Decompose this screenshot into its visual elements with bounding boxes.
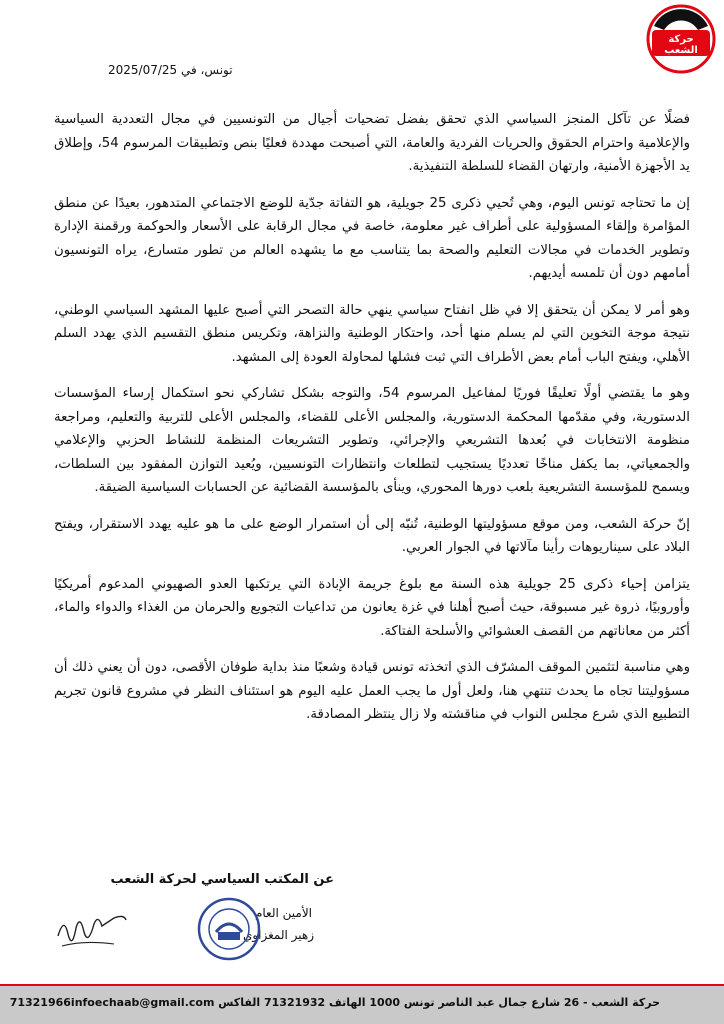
- paragraph-3: وهو أمر لا يمكن أن يتحقق إلا في ظل انفتاح سياسي ينهي حالة التصحر التي أصبح عليها المشهد السياسي الوطني، نتيجة موجة التخوين التي لم يسلم منها أحد، واحتكار الوطنية والنزاهة، وتكريس منطق التقسيم الذي يهدد السلم الأهلي، ويفتح الباب أمام بعض الأطراف التي ثبت فشلها لمحاولة العودة إلى المشهد.: [54, 302, 690, 365]
- handwritten-signature: [54, 906, 130, 956]
- paragraph-1: فضلًا عن تآكل المنجز السياسي الذي تحقق بفضل تضحيات أجيال من التونسيين في مجال التعددية السياسية والإعلامية واحترام الحقوق والحريات الفردية والعامة، التي أصبحت مهددة فعليًا بنص وتطبيقات المرسوم 54، وإطلاق يد الأجهزة الأمنية، وارتهان القضاء للسلطة التنفيذية.: [54, 112, 690, 174]
- official-stamp: [196, 896, 262, 962]
- logo-text-line1: حركة: [668, 34, 694, 45]
- letterhead-footer: [0, 986, 724, 1024]
- paragraph-4: وهو ما يقتضي أولًا تعليقًا فوريًا لمفاعيل المرسوم 54، والتوجه بشكل تشاركي نحو استكمال إرساء المؤسسات الدستورية، وفي مقدّمها المحكمة الدستورية، والمجلس الأعلى للقضاء، والمجلس الأعلى للتربية والتعليم، ومراجعة منظومة الانتخابات في بُعدها التشريعي والإجرائي، وتطوير التشريعات المنظمة للنشاط الحزبي والإعلامي والجمعياتي، بما يكفل مناخًا تعدديًا يستجيب لتطلعات وانتظارات التونسيين، ويُعيد التوازن المفقود بين السلطات، ويسمح للمؤسسة التشريعية بلعب دورها المحوري، وينأى بالمؤسسة القضائية عن الحسابات السياسية الضيقة.: [54, 386, 690, 495]
- signature-organization: عن المكتب السياسي لحركة الشعب: [110, 872, 334, 887]
- logo-text-line2: الشعب: [664, 45, 698, 56]
- party-logo: [646, 4, 716, 74]
- statement-body: [54, 108, 690, 740]
- footer-contact: حركة الشعب - 26 شارع جمال عبد الناصر تونس 1000 الهاتف 71321932 الفاكس 71321966infoechaab@gmail.com: [9, 996, 660, 1009]
- document-date: تونس، في 2025/07/25: [108, 63, 233, 77]
- paragraph-7: وهي مناسبة لتثمين الموقف المشرّف الذي اتخذته تونس قيادة وشعبًا منذ بداية طوفان الأقصى، دون أن يعني ذلك أن مسؤوليتنا تجاه ما يحدث تنتهي هنا، ولعل أول ما يجب العمل عليه اليوم هو استئناف النظر في مشروع قانون تجريم التطبيع الذي شرع مجلس النواب في مناقشته ولا زال ينتظر المصادقة.: [54, 660, 690, 722]
- paragraph-5: إنّ حركة الشعب، ومن موقع مسؤوليتها الوطنية، تُنبّه إلى أن استمرار الوضع على ما هو عليه يهدد الاستقرار، ويفتح البلاد على سيناريوهات رأينا مآلاتها في الجوار العربي.: [54, 516, 690, 555]
- signature-block: [54, 872, 334, 972]
- paragraph-6: يتزامن إحياء ذكرى 25 جويلية هذه السنة مع بلوغ جريمة الإبادة التي يرتكبها العدو الصهيوني المدعوم أمريكيًا وأوروبيًا، ذروة غير مسبوقة، حيث أصبح أهلنا في غزة يعانون من تداعيات التجويع والحرمان من الغذاء والدواء والماء، أكثر من معاناتهم من القصف العشوائي والأسلحة الفتاكة.: [54, 576, 690, 639]
- signature-title: الأمين العام: [254, 906, 312, 920]
- signature-name: زهير المغزاوي: [242, 928, 314, 942]
- paragraph-2: إن ما تحتاجه تونس اليوم، وهي تُحيي ذكرى 25 جويلية، هو التفاتة جدّية للوضع الاجتماعي المتدهور، بعيدًا عن منطق المؤامرة وإلقاء المسؤولية على أطراف غير معلومة، خاصة في مجال الرقابة على الأسعار والحوكمة ورقمنة الإدارة وتطوير الخدمات في مجالات التعليم والصحة بما يتناسب مع ما يشهده العالم من تطور متسارع، يراه التونسيون أمامهم دون أن تلمسه أيديهم.: [54, 195, 690, 281]
